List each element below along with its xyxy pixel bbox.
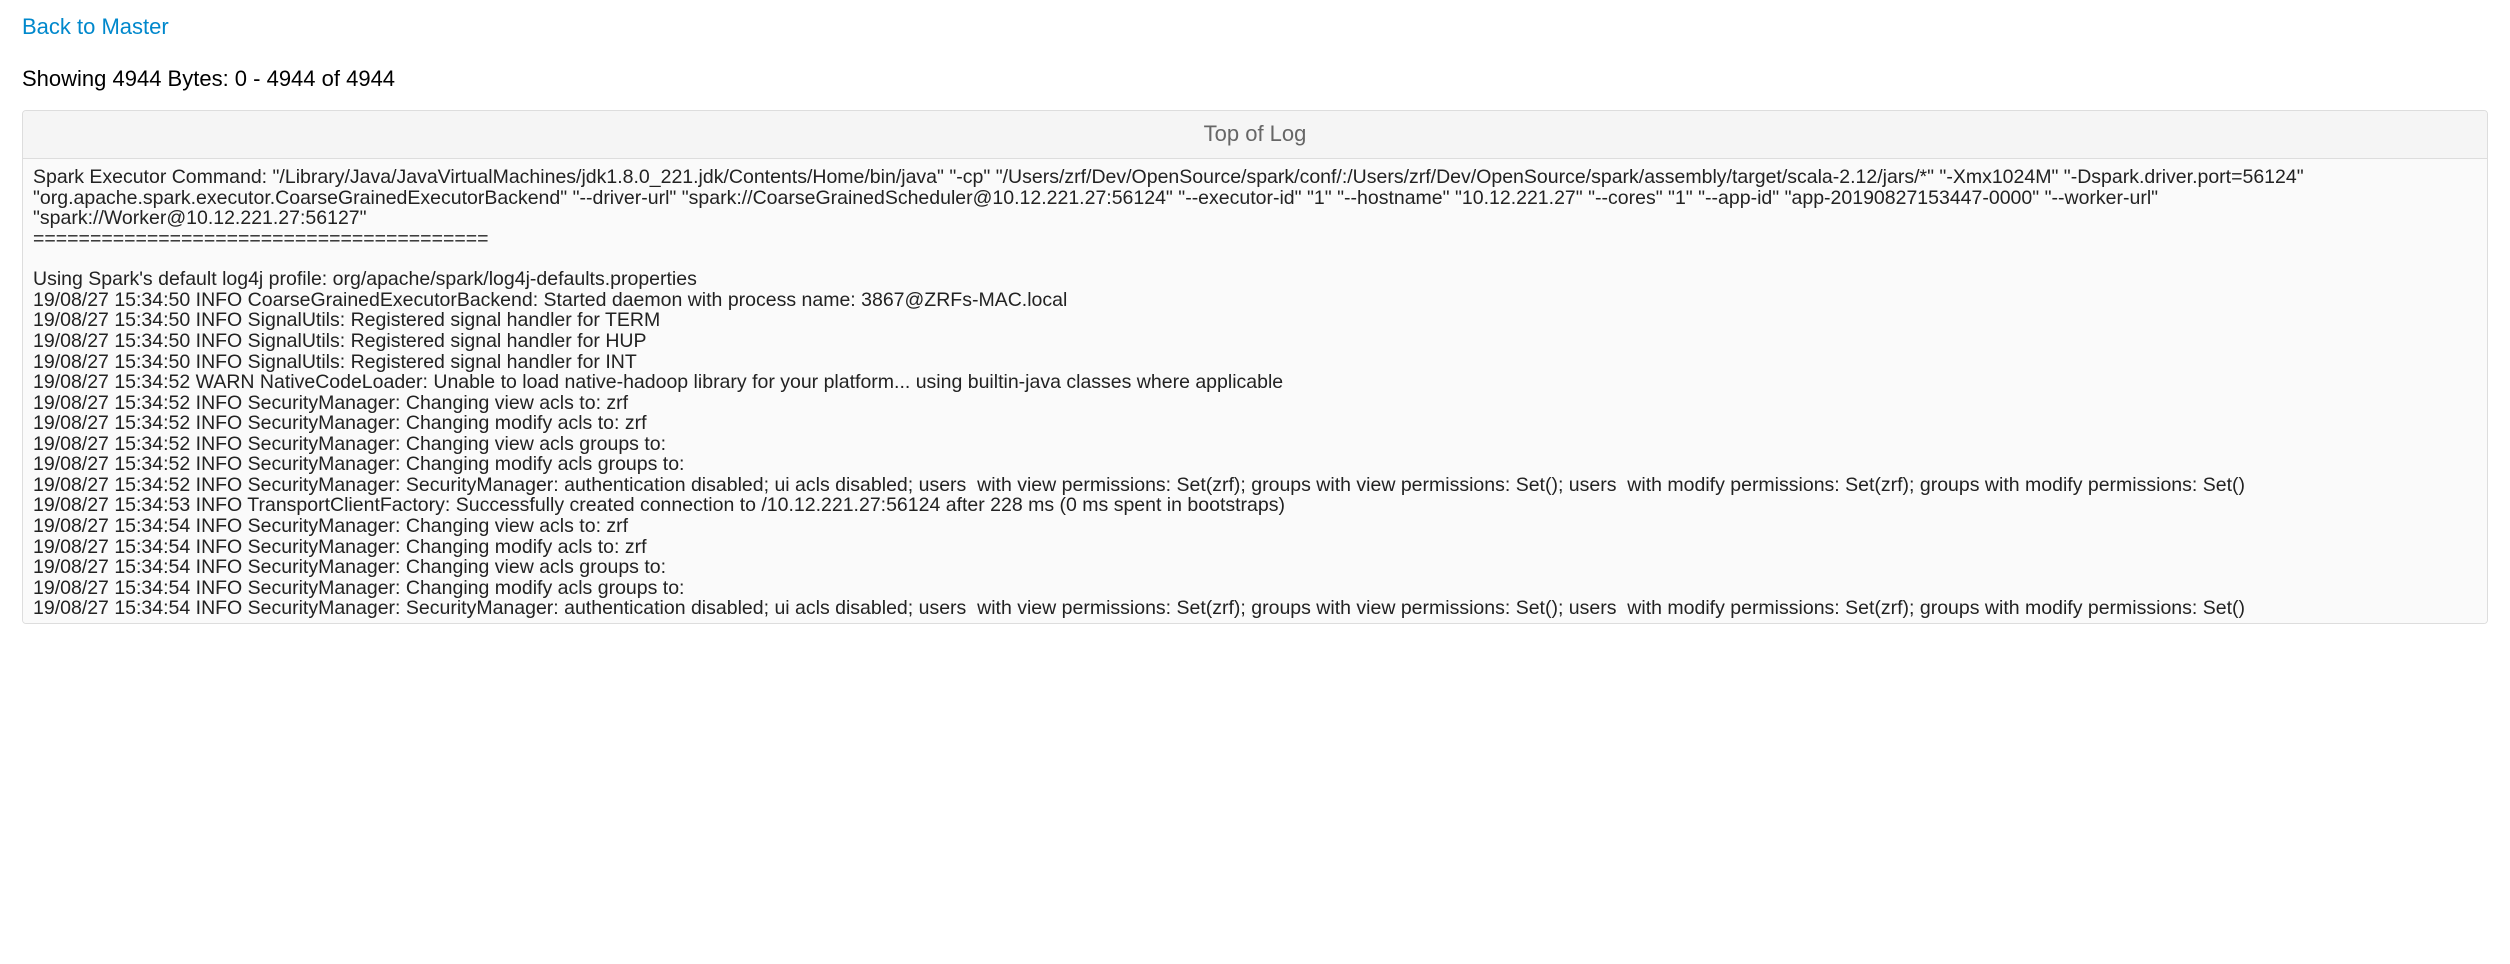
log-line: 19/08/27 15:34:54 INFO SecurityManager: SecurityManager: authentication disabled; ui acls disabled; users with view permissions: Set(zrf); groups with view permissions: Set(); users with modify permissions: Set(zrf); groups with modify permissions: Set()	[33, 597, 2245, 620]
log-line: 19/08/27 15:34:50 INFO SignalUtils: Registered signal handler for HUP	[33, 329, 647, 352]
log-line: 19/08/27 15:34:50 INFO SignalUtils: Registered signal handler for TERM	[33, 309, 661, 332]
log-line: ========================================	[33, 227, 489, 250]
log-line: 19/08/27 15:34:50 INFO CoarseGrainedExecutorBackend: Started daemon with process name: 3867@ZRFs-MAC.local	[33, 288, 1068, 311]
log-line: 19/08/27 15:34:54 INFO SecurityManager: Changing modify acls groups to:	[33, 576, 685, 599]
log-line: Using Spark's default log4j profile: org/apache/spark/log4j-defaults.properties	[33, 268, 697, 291]
log-content[interactable]	[23, 159, 2487, 623]
back-to-master-link[interactable]: Back to Master	[22, 14, 169, 39]
showing-bytes-status: Showing 4944 Bytes: 0 - 4944 of 4944	[22, 66, 396, 91]
log-line: 19/08/27 15:34:54 INFO SecurityManager: Changing view acls to: zrf	[33, 515, 629, 537]
log-line: 19/08/27 15:34:54 INFO SecurityManager: Changing modify acls to: zrf	[33, 535, 647, 558]
log-line: 19/08/27 15:34:52 INFO SecurityManager: Changing modify acls to: zrf	[33, 412, 647, 435]
log-line: 19/08/27 15:34:52 INFO SecurityManager: SecurityManager: authentication disabled; ui acls disabled; users with view permissions: Set(zrf); groups with view permissions: Set(); users with modify permissions: Set(zrf); groups with modify permissions: Set()	[33, 473, 2245, 496]
log-line: 19/08/27 15:34:52 INFO SecurityManager: Changing view acls to: zrf	[33, 391, 629, 414]
log-line: 19/08/27 15:34:53 INFO TransportClientFactory: Successfully created connection to /10.12.221.27:56124 after 228 ms (0 ms spent in bootstraps)	[33, 494, 1285, 517]
log-line: 19/08/27 15:34:52 INFO SecurityManager: Changing view acls groups to:	[33, 432, 667, 455]
log-line: 19/08/27 15:34:52 INFO SecurityManager: Changing modify acls groups to:	[33, 453, 685, 476]
log-line: Spark Executor Command: "/Library/Java/JavaVirtualMachines/jdk1.8.0_221.jdk/Contents/Home/bin/java" "-cp" "/Users/zrf/Dev/OpenSource/spark/conf/:/Users/zrf/Dev/OpenSource/spark/assembly/target/scala-2.12/jars/*" "-Xmx1024M" "-Dspark.driver.port=56124" "org.apache.spark.executor.CoarseGrainedExecutorBackend" "--driver-url" "spark://CoarseGrainedScheduler@10.12.221.27:56124" "--executor-id" "1" "--hostname" "10.12.221.27" "--cores" "1" "--app-id" "app-20190827153447-0000" "--worker-url" "spark://Worker@10.12.221.27:56127"	[33, 166, 2310, 230]
log-line	[33, 249, 2477, 269]
log-line: 19/08/27 15:34:54 INFO SecurityManager: Changing view acls groups to:	[33, 556, 667, 579]
log-panel	[22, 110, 2488, 624]
log-panel-header: Top of Log	[23, 111, 2487, 159]
log-line: 19/08/27 15:34:50 INFO SignalUtils: Registered signal handler for INT	[33, 350, 637, 373]
log-line: 19/08/27 15:34:52 WARN NativeCodeLoader: Unable to load native-hadoop library for your platform... using builtin-java classes where applicable	[33, 371, 1284, 394]
